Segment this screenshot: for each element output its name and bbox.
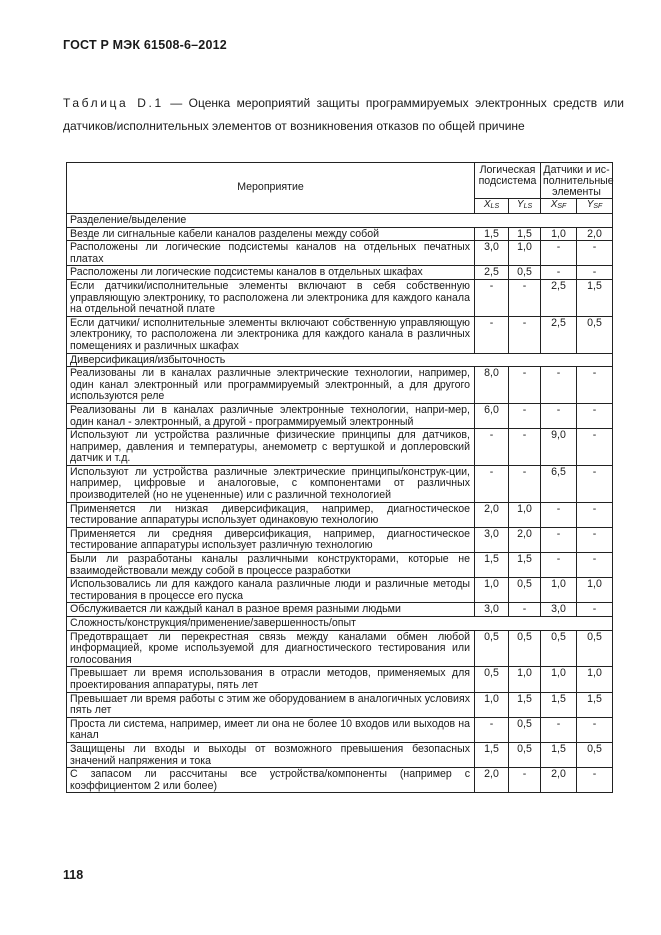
value-x-ls: 0,5 [475, 667, 509, 692]
table-row [67, 465, 613, 502]
value-y-sf: 0,5 [577, 316, 613, 353]
measure-text: Использовались ли для каждого канала различные люди и различные методы тестирования в процессе его пуска [67, 578, 475, 603]
value-x-ls: 2,0 [475, 768, 509, 793]
value-y-ls: 1,5 [509, 692, 541, 717]
measures-table [66, 162, 613, 793]
table-row [67, 553, 613, 578]
symbol-subscript: SF [593, 203, 603, 210]
value-x-sf: 2,0 [541, 768, 577, 793]
measure-text: Реализованы ли в каналах различные электрические технологии, например, один канал электронный или программируемый электронный, а для другого используются реле [67, 367, 475, 404]
measure-text: Были ли разработаны каналы различными конструкторами, которые не взаимодействовали между собой в процессе разработки [67, 553, 475, 578]
section-title: Диверсификация/избыточность [67, 353, 613, 367]
value-y-ls: 1,5 [509, 227, 541, 241]
value-y-sf: 0,5 [577, 742, 613, 767]
measure-text: Защищены ли входы и выходы от возможного превышения безопасных значений напряжения и тока [67, 742, 475, 767]
measure-text: Расположены ли логические подсистемы каналов в отдельных шкафах [67, 266, 475, 280]
value-x-ls: - [475, 429, 509, 466]
value-y-ls: - [509, 316, 541, 353]
value-y-ls: 2,0 [509, 527, 541, 552]
value-x-sf: 2,5 [541, 316, 577, 353]
value-y-ls: 0,5 [509, 630, 541, 667]
column-header-y-sf [577, 199, 613, 214]
measure-text: Везде ли сигнальные кабели каналов разделены между собой [67, 227, 475, 241]
table-row [67, 502, 613, 527]
table-row [67, 279, 613, 316]
value-x-sf: 1,5 [541, 742, 577, 767]
table-row [67, 603, 613, 617]
table-row [67, 266, 613, 280]
column-header-x-sf [541, 199, 577, 214]
table-caption-label: Таблица D.1 [63, 96, 164, 110]
measure-text: Используют ли устройства различные физические принципы для датчиков, например, давления и температуры, анемометр с вертушкой и доплеровский датчик и т.д. [67, 429, 475, 466]
value-y-ls: - [509, 465, 541, 502]
value-x-sf: 1,0 [541, 667, 577, 692]
value-y-sf: 2,0 [577, 227, 613, 241]
value-y-sf: - [577, 429, 613, 466]
symbol-subscript: LS [523, 203, 533, 210]
table-row [67, 768, 613, 793]
column-header-x-ls [475, 199, 509, 214]
value-x-ls: 1,5 [475, 227, 509, 241]
value-y-sf: 0,5 [577, 630, 613, 667]
value-x-sf: - [541, 403, 577, 428]
document-header: ГОСТ Р МЭК 61508-6–2012 [63, 38, 227, 52]
value-x-ls: 3,0 [475, 527, 509, 552]
measure-text: Применяется ли средняя диверсификация, например, диагностическое тестирование аппаратуры использует различную технологию [67, 527, 475, 552]
value-x-sf: 6,5 [541, 465, 577, 502]
value-y-sf: - [577, 527, 613, 552]
value-y-sf: 1,0 [577, 667, 613, 692]
value-x-sf: - [541, 502, 577, 527]
measure-text: Применяется ли низкая диверсификация, например, диагностическое тестирование аппаратуры использует одинаковую технологию [67, 502, 475, 527]
table-row [67, 742, 613, 767]
value-x-sf: - [541, 553, 577, 578]
value-y-ls: 0,5 [509, 578, 541, 603]
measure-text: Если датчики/исполнительные элементы включают в себя собственную управляющую электронику, то расположена ли электроника для каждого канала на отдельной печатной плате [67, 279, 475, 316]
value-x-sf: 1,5 [541, 692, 577, 717]
value-y-sf: 1,0 [577, 578, 613, 603]
section-title: Разделение/выделение [67, 214, 613, 228]
value-y-ls: - [509, 768, 541, 793]
value-x-ls: - [475, 316, 509, 353]
column-group-logic-subsystem: Логическая подсистема [475, 163, 541, 199]
column-group-sensors-actuators: Датчики и ис-полнительные элементы [541, 163, 613, 199]
value-x-ls: 2,5 [475, 266, 509, 280]
value-y-ls: - [509, 403, 541, 428]
value-x-sf: - [541, 717, 577, 742]
value-y-sf: - [577, 502, 613, 527]
value-x-sf: 1,0 [541, 578, 577, 603]
symbol-base: X [550, 199, 558, 210]
value-y-sf: - [577, 603, 613, 617]
value-x-sf: - [541, 527, 577, 552]
value-y-ls: 0,5 [509, 717, 541, 742]
value-y-sf: - [577, 266, 613, 280]
value-x-ls: 1,5 [475, 553, 509, 578]
value-y-ls: - [509, 279, 541, 316]
value-y-sf: - [577, 367, 613, 404]
value-x-ls: 3,0 [475, 241, 509, 266]
table-row [67, 403, 613, 428]
value-x-ls: 1,0 [475, 692, 509, 717]
measure-text: Превышает ли время работы с этим же оборудованием в аналогичных условиях пять лет [67, 692, 475, 717]
value-x-ls: 1,0 [475, 578, 509, 603]
table-row [67, 578, 613, 603]
value-x-ls: 3,0 [475, 603, 509, 617]
value-y-sf: 1,5 [577, 692, 613, 717]
value-x-ls: 1,5 [475, 742, 509, 767]
column-header-y-ls [509, 199, 541, 214]
measure-text: Расположены ли логические подсистемы каналов на отдельных печатных платах [67, 241, 475, 266]
table-row [67, 692, 613, 717]
table-caption [63, 92, 624, 138]
value-y-ls: - [509, 603, 541, 617]
value-x-ls: - [475, 465, 509, 502]
value-x-sf: - [541, 241, 577, 266]
table-row [67, 527, 613, 552]
value-x-ls: 0,5 [475, 630, 509, 667]
value-y-ls: 0,5 [509, 742, 541, 767]
value-y-sf: - [577, 465, 613, 502]
value-y-ls: - [509, 367, 541, 404]
value-x-sf: 2,5 [541, 279, 577, 316]
value-x-sf: - [541, 266, 577, 280]
table-row [67, 316, 613, 353]
value-y-ls: 1,0 [509, 502, 541, 527]
value-x-sf: 1,0 [541, 227, 577, 241]
value-y-ls: 0,5 [509, 266, 541, 280]
measure-text: Проста ли система, например, имеет ли она не более 10 входов или выходов на канал [67, 717, 475, 742]
symbol-subscript: LS [490, 203, 500, 210]
value-y-sf: - [577, 553, 613, 578]
section-row [67, 617, 613, 631]
value-x-ls: - [475, 717, 509, 742]
table-row [67, 367, 613, 404]
value-x-ls: 8,0 [475, 367, 509, 404]
value-x-sf: 9,0 [541, 429, 577, 466]
table-row [67, 630, 613, 667]
value-y-sf: - [577, 768, 613, 793]
value-y-ls: - [509, 429, 541, 466]
value-y-ls: 1,5 [509, 553, 541, 578]
value-x-sf: - [541, 367, 577, 404]
measure-text: Предотвращает ли перекрестная связь между каналами обмен любой информацией, кроме используемой для диагностического тестирования или голосования [67, 630, 475, 667]
measure-text: Если датчики/ исполнительные элементы включают собственную управляющую электронику, то расположена ли электроника для каждого канала в различных помещениях и различных шкафах [67, 316, 475, 353]
value-y-sf: - [577, 717, 613, 742]
table-row [67, 667, 613, 692]
value-x-ls: 6,0 [475, 403, 509, 428]
table-row [67, 227, 613, 241]
value-x-ls: - [475, 279, 509, 316]
page-number: 118 [63, 868, 84, 882]
value-x-sf: 0,5 [541, 630, 577, 667]
measure-text: Обслуживается ли каждый канал в разное время разными людьми [67, 603, 475, 617]
table-row [67, 429, 613, 466]
symbol-base: X [483, 199, 491, 210]
section-row [67, 214, 613, 228]
symbol-base: Y [586, 199, 594, 210]
measure-text: Превышает ли время использования в отрасли методов, применяемых для проектирования аппаратуры, пять лет [67, 667, 475, 692]
symbol-subscript: SF [557, 203, 567, 210]
value-x-ls: 2,0 [475, 502, 509, 527]
table-row [67, 241, 613, 266]
symbol-base: Y [516, 199, 524, 210]
value-y-sf: - [577, 241, 613, 266]
table-header-row [67, 163, 613, 199]
value-y-ls: 1,0 [509, 241, 541, 266]
section-title: Сложность/конструкция/применение/завершенность/опыт [67, 617, 613, 631]
value-y-sf: - [577, 403, 613, 428]
table-caption-text: — Оценка мероприятий защиты программируемых электронных средств или датчиков/исполнительных элементов от возникновения отказов по общей причине [63, 96, 624, 133]
measure-text: Реализованы ли в каналах различные электронные технологии, напри-мер, один канал - электронный, а другой - программируемый электронный [67, 403, 475, 428]
measure-text: С запасом ли рассчитаны все устройства/компоненты (например с коэффициентом 2 или более) [67, 768, 475, 793]
measure-text: Используют ли устройства различные электрические принципы/конструк-ции, например, цифровые и аналоговые, с компонентами от различных производителей (но не уцененные) или с различной технологией [67, 465, 475, 502]
value-x-sf: 3,0 [541, 603, 577, 617]
section-row [67, 353, 613, 367]
column-header-measure: Мероприятие [67, 163, 475, 214]
value-y-sf: 1,5 [577, 279, 613, 316]
value-y-ls: 1,0 [509, 667, 541, 692]
table-row [67, 717, 613, 742]
